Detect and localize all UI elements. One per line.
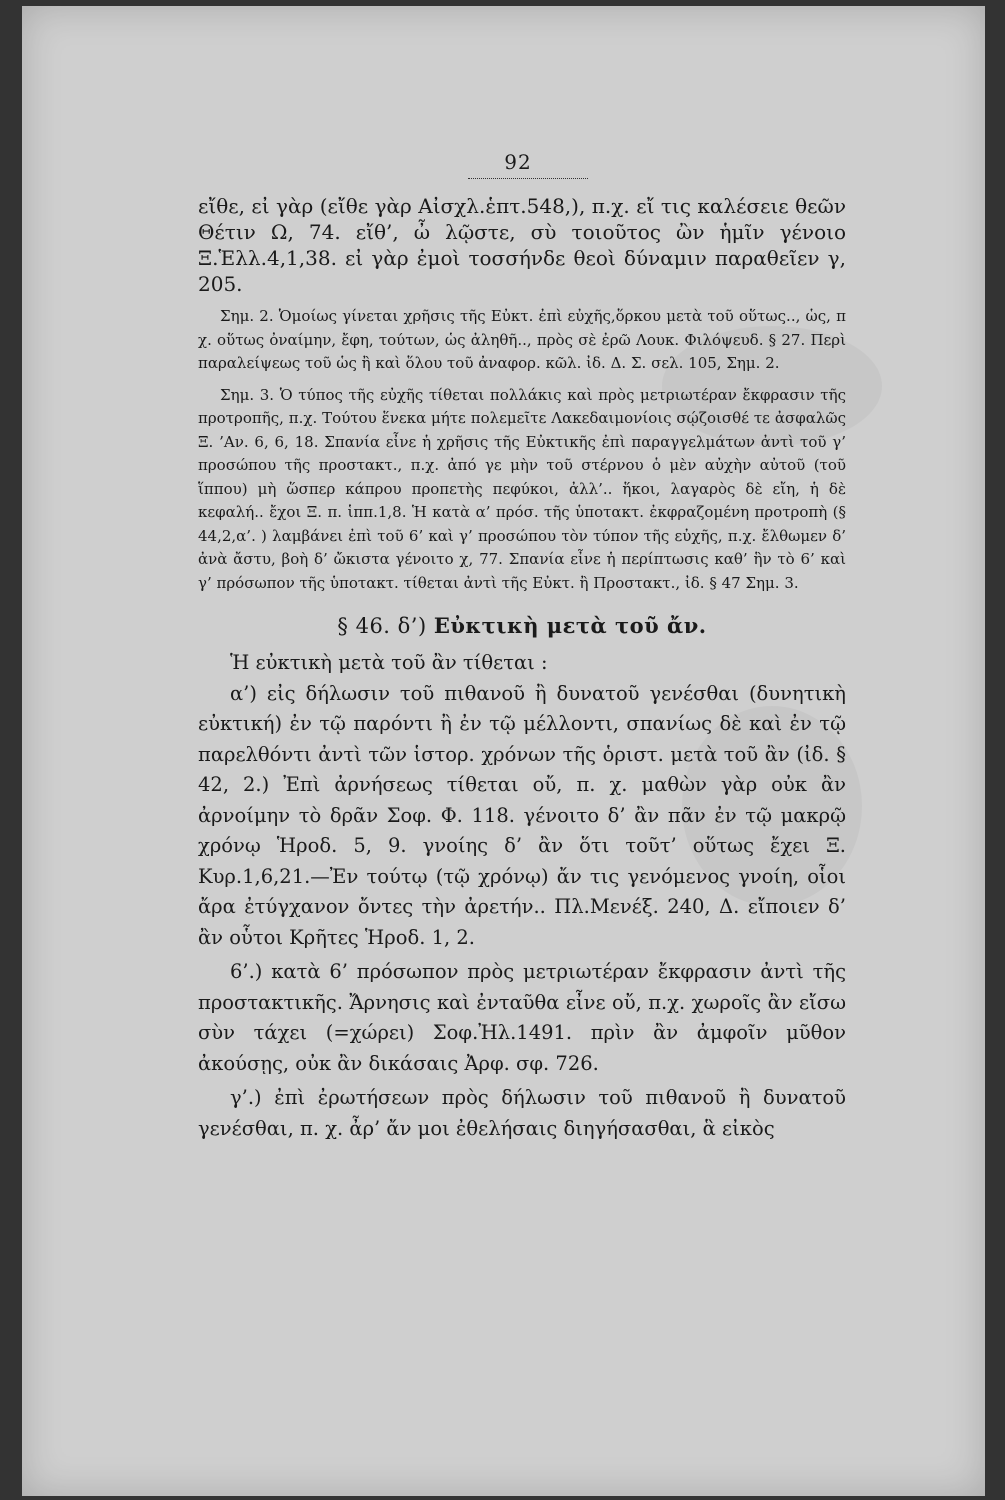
note-2: Σημ. 2. Ὁμοίως γίνεται χρῆσις τῆς Εὐκτ. ἐπὶ εὐχῆς,ὅρκου μετὰ τοῦ οὕτως.., ὡς, π χ. οὕτως ὀναίμην, ἔφη, τούτων, ὡς ἀληθῆ.., πρὸς σὲ ἐρῶ Λουκ. Φιλόψευδ. § 27. Περὶ παραλείψεως τοῦ ὡς ἢ καὶ ὅλου τοῦ ἀναφορ. κῶλ. ἰδ. Δ. Σ. σελ. 105, Σημ. 2. — [198, 307, 846, 372]
page-number-rule — [468, 178, 588, 179]
note-3: Σημ. 3. Ὁ τύπος τῆς εὐχῆς τίθεται πολλάκις καὶ πρὸς μετριωτέραν ἔκφρασιν τῆς προτροπῆς, π.χ. Τούτου ἕνεκα μήτε πολεμεῖτε Λακεδαιμονίοις σῴζοισθέ τε ἀσφαλῶς Ξ. ’Αν. 6, 6, 18. Σπανία εἶνε ἡ χρῆσις τῆς Εὐκτικῆς ἐπὶ παραγγελμάτων ἀντὶ τοῦ γ’ προσώπου τῆς προστακτ., π.χ. ἀπό γε μὴν τοῦ στέρνου ὁ μὲν αὐχὴν αὐτοῦ (τοῦ ἵππου) μὴ ὥσπερ κάπρου προπετὴς πεφύκοι, ἀλλ’.. ἥκοι, λαγαρὸς δὲ εἴη, ἡ δὲ κεφαλή.. ἔχοι Ξ. π. ἱππ.1,8. Ἡ κατὰ α’ πρόσ. τῆς ὑποτακτ. ἐκφραζομένη προτροπὴ (§ 44,2,α’. ) λαμβάνει ἐπὶ τοῦ 6’ καὶ γ’ προσώπου τὸν τύπον τῆς εὐχῆς, π.χ. ἔλθωμεν δ’ ἀνὰ ἄστυ, βοὴ δ’ ὤκιστα γένοιτο χ, 77. Σπανία εἶνε ἡ περίπτωσις καθ’ ἣν τὸ 6’ καὶ γ’ πρόσωπον τῆς ὑποτακτ. τίθεται ἀντὶ τῆς Εὐκτ. ἢ Προστακτ., ἰδ. § 47 Σημ. 3. — [198, 385, 846, 592]
item-c-paragraph: γ’.) ἐπὶ ἐρωτήσεων πρὸς δήλωσιν τοῦ πιθανοῦ ἢ δυνατοῦ γενέσθαι, π. χ. ἆρ’ ἄν μοι ἐθελήσαις διηγήσασθαι, ἃ εἰκὸς — [198, 1086, 846, 1140]
section-title: Εὐκτικὴ μετὰ τοῦ ἄν. — [433, 613, 707, 638]
lead-paragraph: Ἡ εὐκτικὴ μετὰ τοῦ ἂν τίθεται : — [230, 651, 548, 674]
item-a-paragraph: α’) εἰς δήλωσιν τοῦ πιθανοῦ ἢ δυνατοῦ γενέσθαι (δυνητικὴ εὐκτική) ἐν τῷ παρόντι ἢ ἐν τῷ μέλλοντι, σπανίως δὲ καὶ ἐν τῷ παρελθόντι ἀντὶ τῶν ἱστορ. χρόνων τῆς ὁριστ. μετὰ τοῦ ἂν (ἰδ. § 42, 2.) Ἐπὶ ἀρνήσεως τίθεται οὔ, π. χ. μαθὼν γὰρ οὐκ ἂν ἀρνοίμην τὸ δρᾶν Σοφ. Φ. 118. γένοιτο δ’ ἂν πᾶν ἐν τῷ μακρῷ χρόνῳ Ἡροδ. 5, 9. γνοίης δ’ ἂν ὅτι τοῦτ’ οὕτως ἔχει Ξ. Κυρ.1,6,21.—Ἐν τούτῳ (τῷ χρόνῳ) ἄν τις γενόμενος γνοίη, οἷοι ἄρα ἐτύγχανον ὄντες τὴν ἀρετήν.. Πλ.Μενέξ. 240, Δ. εἴποιεν δ’ ἂν οὗτοι Κρῆτες Ἡροδ. 1, 2. — [198, 681, 846, 949]
intro-paragraph: εἴθε, εἰ γὰρ (εἴθε γὰρ Αἰσχλ.ἑπτ.548,), π.χ. εἴ τις καλέσειε θεῶν Θέτιν Ω, 74. εἴθ’, ὦ λῷστε, σὺ τοιοῦτος ὢν ἡμῖν γένοιο Ξ.Ἑλλ.4,1,38. εἰ γὰρ ἐμοὶ τοσσήνδε θεοὶ δύναμιν παραθεῖεν γ, 205. — [198, 194, 846, 296]
section-number: § 46. δ’) — [337, 614, 427, 638]
page-number: 92 — [504, 150, 532, 174]
section-heading — [198, 613, 846, 638]
item-b-paragraph: 6’.) κατὰ 6’ πρόσωπον πρὸς μετριωτέραν ἔκφρασιν ἀντὶ τῆς προστακτικῆς. Ἄρνησις καὶ ἐνταῦθα εἶνε οὔ, π.χ. χωροῖς ἂν εἴσω σὺν τάχει (=χώρει) Σοφ.Ἠλ.1491. πρὶν ἂν ἀμφοῖν μῦθον ἀκούσῃς, οὐκ ἂν δικάσαις Ἀρφ. σφ. 726. — [198, 960, 846, 1075]
page-content — [198, 150, 846, 1144]
